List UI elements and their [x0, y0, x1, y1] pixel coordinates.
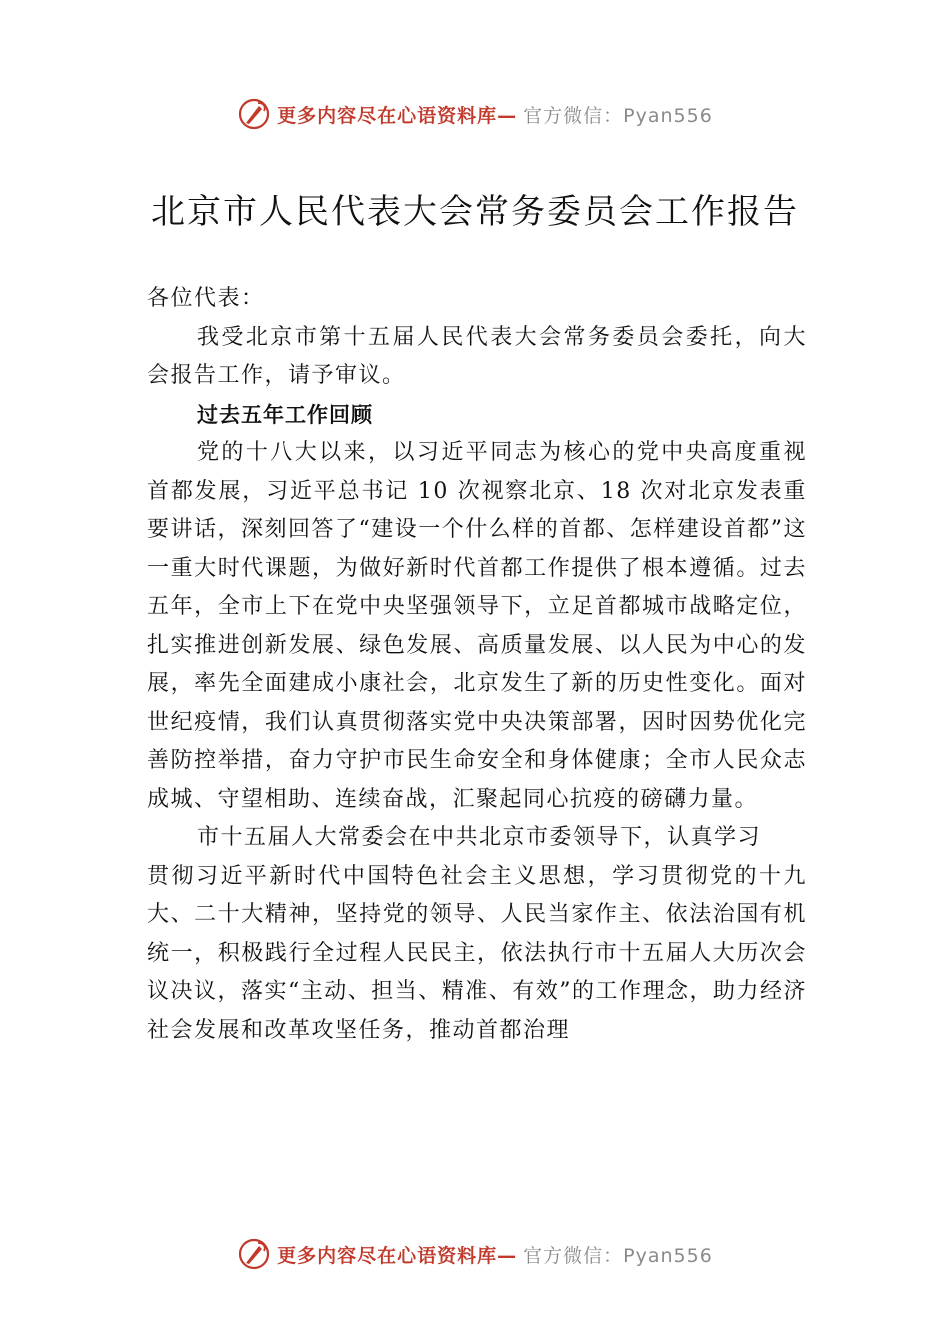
body-paragraph-2-first-line: 市十五届人大常委会在中共北京市委领导下，认真学习 — [197, 825, 762, 850]
document-body — [147, 280, 807, 1050]
salutation: 各位代表： — [147, 286, 265, 311]
header-watermark — [0, 94, 950, 134]
body-paragraph-2-continuation: 贯彻习近平新时代中国特色社会主义思想，学习贯彻党的十九大、二十大精神，坚持党的领导、人民当家作主、依法治国有机统一，积极践行全过程人民民主，依法执行市十五届人大历次会议决议，落实“主动、担当、精准、有效”的工作理念，助力经济社会发展和改革攻坚任务，推动首都治理 — [147, 863, 807, 1043]
document-title: 北京市人民代表大会常务委员会工作报告 — [151, 192, 799, 232]
watermark-wechat-text: 官方微信：Pyan556 — [523, 104, 713, 127]
section-heading: 过去五年工作回顾 — [197, 402, 373, 427]
quill-pen-logo-icon — [237, 1237, 271, 1271]
watermark-promo-text: 更多内容尽在心语资料库— — [277, 1244, 518, 1267]
body-paragraph-1: 党的十八大以来，以习近平同志为核心的党中央高度重视首都发展，习近平总书记 10 次视察北京、18 次对北京发表重要讲话，深刻回答了“建设一个什么样的首都、怎样建设首都”这一重大时代课题，为做好新时代首都工作提供了根本遵循。过去五年，全市上下在党中央坚强领导下，立足首都城市战略定位，扎实推进创新发展、绿色发展、高质量发展、以人民为中心的发展，率先全面建成小康社会，北京发生了新的历史性变化。面对世纪疫情，我们认真贯彻落实党中央决策部署，因时因势优化完善防控举措，奋力守护市民生命安全和身体健康；全市人民众志成城、守望相助、连续奋战，汇聚起同心抗疫的磅礴力量。 — [147, 440, 807, 812]
footer-watermark — [0, 1234, 950, 1274]
intro-paragraph: 我受北京市第十五届人民代表大会常务委员会委托，向大会报告工作，请予审议。 — [147, 324, 807, 388]
watermark-promo-text: 更多内容尽在心语资料库— — [277, 104, 518, 127]
quill-pen-logo-icon — [237, 97, 271, 131]
watermark-wechat-text: 官方微信：Pyan556 — [523, 1244, 713, 1267]
